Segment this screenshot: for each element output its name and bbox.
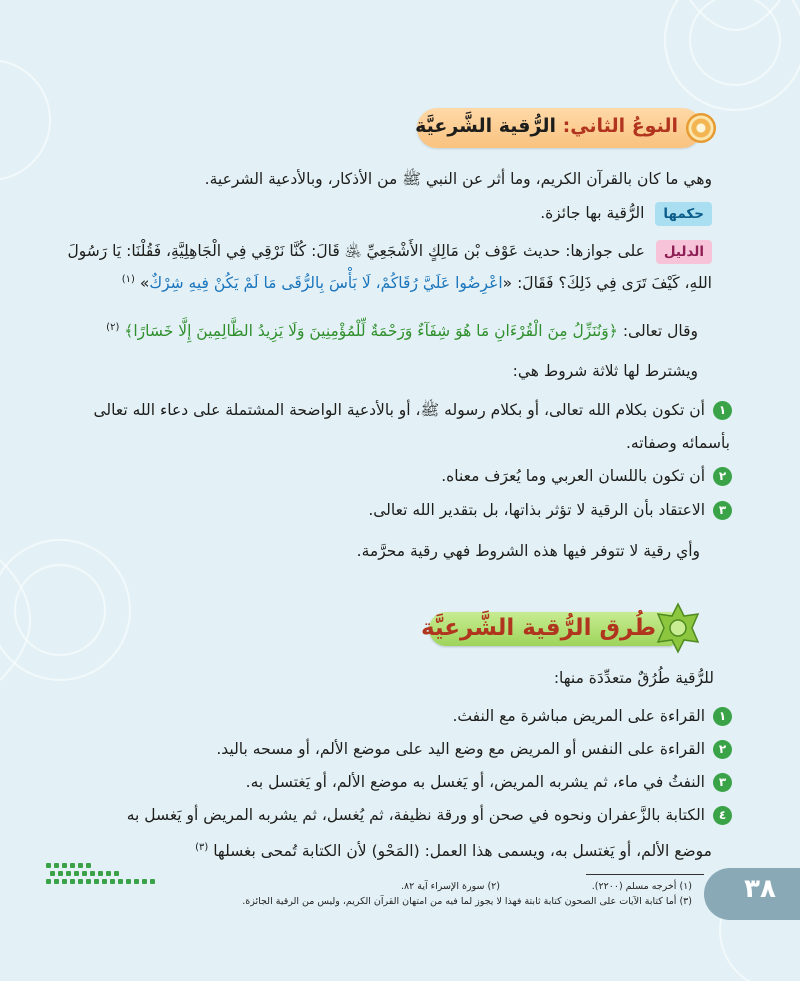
evidence-label: الدليل: [656, 240, 712, 264]
methods-title: طُرق الرُّقية الشَّرعيَّة: [420, 615, 656, 641]
bullet-ring-icon: [686, 113, 716, 143]
condition-text: أن تكون بكلام الله تعالى، أو بكلام رسوله ﷺ، أو بالأدعية الواضحة المشتملة على دعاء الله تعالى: [93, 401, 705, 419]
quran-verse: ﴿وَنُنَزِّلُ مِنَ الْقُرْءَانِ مَا هُوَ شِفَآءٌ وَرَحْمَةٌ لِّلْمُؤْمِنِينَ وَلَا يَزِيدُ الظَّالِمِينَ إِلَّا خَسَارًا﴾: [124, 322, 618, 341]
method-number-badge: ٣: [713, 773, 732, 792]
condition-number-badge: ٢: [713, 467, 732, 486]
ruling-row: [540, 201, 712, 226]
section-title-prefix: النوعُ الثاني:: [562, 115, 678, 137]
method-text: الكتابة بالزَّعفران ونحوه في صحن أو ورقة نظيفة، ثم يُغسل، ثم يشربه المريض أو يَغسل به: [126, 806, 705, 824]
section-header: [417, 108, 702, 148]
method-item: [216, 737, 732, 761]
footnote-2: (٢) سورة الإسراء آية ٨٢.: [400, 881, 500, 892]
methods-intro: للرُّقية طُرُقٌ متعدِّدَة منها:: [553, 669, 714, 687]
method-text: النفثُ في ماء، ثم يشربه المريض، أو يَغسل به موضع الألم، أو يَغتسل به.: [245, 773, 705, 791]
hadith-close: »: [139, 274, 150, 293]
verse-line: [106, 316, 698, 343]
footnote-1: (١) أخرجه مسلم (٢٢٠٠).: [591, 881, 692, 892]
condition-number-badge: ١: [713, 401, 732, 420]
footnote-rule: [586, 874, 704, 875]
method-item: [127, 803, 732, 827]
evidence-row: [67, 239, 712, 264]
hadith-line: [122, 268, 712, 295]
method-number-badge: ٤: [713, 806, 732, 825]
condition-continuation: بأسمائه وصفاته.: [625, 434, 730, 452]
method-text: القراءة على النفس أو المريض مع وضع اليد على موضع الألم، أو مسحه باليد.: [216, 740, 705, 758]
section-title-text: الرُّقية الشَّرعيَّة: [415, 115, 556, 137]
method-continuation-text: موضع الألم، أو يَغتسل به، ويسمى هذا العمل: (المَحْو) لأن الكتابة تُمحى بغسلها: [213, 842, 712, 861]
condition-text: الاعتقاد بأن الرقية لا تؤثر بذاتها، بل بتقدير الله تعالى.: [368, 501, 705, 519]
footnote-ref-3: (٣): [195, 842, 209, 853]
page-number: ٣٨: [744, 874, 776, 904]
method-number-badge: ١: [713, 707, 732, 726]
method-item: [246, 770, 732, 794]
ministry-logo: [40, 855, 160, 895]
verse-intro: وقال تعالى:: [622, 322, 698, 341]
conditions-note: وأي رقية لا تتوفر فيها هذه الشروط فهي رقية محرَّمة.: [356, 542, 700, 560]
footnote-ref-2: (٢): [106, 322, 120, 333]
condition-number-badge: ٣: [713, 501, 732, 520]
condition-item: [368, 498, 732, 522]
methods-banner: [420, 602, 704, 654]
condition-item: [441, 464, 732, 488]
condition-text: أن تكون باللسان العربي وما يُعرَف معناه.: [441, 467, 705, 485]
condition-item: [94, 398, 733, 422]
conditions-intro: ويشترط لها ثلاثة شروط هي:: [512, 362, 698, 380]
hadith-lead: اللهِ، كَيْفَ تَرَى فِي ذَلِكَ؟ فَقَالَ: «: [502, 274, 712, 293]
star-ornament-icon: [652, 602, 704, 654]
ruling-text: الرُّقية بها جائزة.: [540, 204, 645, 222]
ruling-label: حكمها: [655, 202, 712, 226]
method-item: [452, 704, 732, 728]
footnote-ref-1: (١): [121, 274, 135, 285]
evidence-text: على جوازها: حديث عَوْف بْن مَالِكٍ الأَشْجَعِيِّ ﵁ قَالَ: كُنَّا نَرْقِي فِي الْجَاهِلِيَّةِ، فَقُلْنَا: يَا رَسُولَ: [67, 242, 645, 260]
intro-paragraph: وهي ما كان بالقرآن الكريم، وما أثر عن النبي ﷺ من الأذكار، وبالأدعية الشرعية.: [204, 170, 712, 188]
section-title: [415, 115, 678, 137]
method-continuation: [195, 836, 712, 863]
method-number-badge: ٢: [713, 740, 732, 759]
hadith-quote: اعْرِضُوا عَلَيَّ رُقَاكُمْ، لَا بَأْسَ بِالرُّقَى مَا لَمْ يَكُنْ فِيهِ شِرْكٌ: [149, 274, 503, 293]
method-text: القراءة على المريض مباشرة مع النفث.: [452, 707, 705, 725]
footnote-3: (٣) أما كتابة الآيات على الصحون كتابة ثابتة فهذا لا يجوز لما فيه من امتهان القرآن الكريم، وليس من الرقية الجائزة.: [242, 896, 692, 907]
